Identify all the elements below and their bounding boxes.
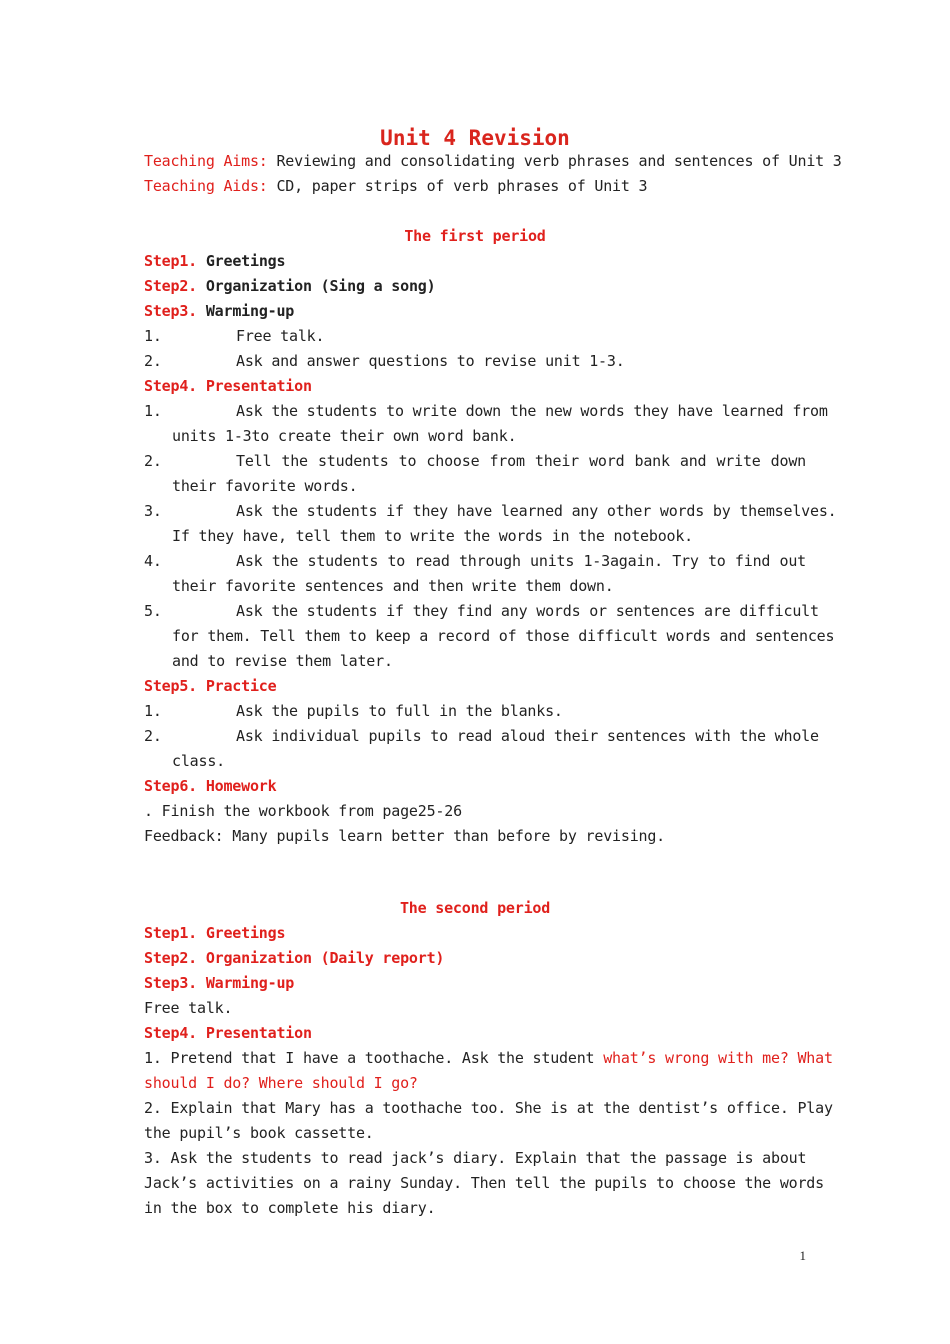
teaching-aids-text: CD, paper strips of verb phrases of Unit 3 [267, 177, 648, 195]
item-number: 2. [144, 727, 162, 745]
list-item [144, 549, 806, 574]
p1-step3 [144, 299, 806, 324]
p2-step1: Step1. Greetings [144, 924, 286, 942]
teaching-aids-line [144, 174, 806, 199]
item-number: 1. [144, 327, 162, 345]
p2-step2: Step2. Organization (Daily report) [144, 949, 445, 967]
p1-step3-text: Warming-up [197, 302, 295, 320]
item-number: 5. [144, 602, 162, 620]
feedback-text: Feedback: Many pupils learn better than before by revising. [144, 827, 666, 845]
list-item-continuation: If they have, tell them to write the words in the notebook. [172, 527, 694, 545]
paragraph-line: 2. Explain that Mary has a toothache too. She is at the dentist’s office. Play [144, 1099, 833, 1117]
period1-heading: The first period [404, 227, 546, 245]
teaching-aims-label: Teaching Aims: [144, 152, 268, 170]
highlighted-question: what’s wrong with me? What [603, 1049, 833, 1067]
item-number: 4. [144, 552, 162, 570]
p1-step1-text: Greetings [197, 252, 286, 270]
item-text: Ask individual pupils to read aloud their sentences with the whole [236, 727, 819, 745]
p2-step4: Step4. Presentation [144, 1024, 312, 1042]
list-item-continuation: their favorite words. [172, 477, 358, 495]
item-text: Ask the students if they have learned any other words by themselves. [236, 502, 837, 520]
p1-step3-label: Step3. [144, 302, 197, 320]
list-item [144, 699, 806, 724]
p1-step4: Step4. Presentation [144, 377, 312, 395]
paragraph-line: in the box to complete his diary. [144, 1199, 436, 1217]
item-text: Free talk. [236, 327, 325, 345]
list-item [144, 449, 806, 474]
teaching-aims-text: Reviewing and consolidating verb phrases and sentences of Unit 3 [267, 152, 842, 170]
list-item [144, 324, 806, 349]
p1-step5: Step5. Practice [144, 677, 277, 695]
item-number: 2. [144, 352, 162, 370]
p1-step1-label: Step1. [144, 252, 197, 270]
period2-heading: The second period [399, 899, 551, 917]
list-item [144, 349, 806, 374]
paragraph-line: Jack’s activities on a rainy Sunday. Then tell the pupils to choose the words [144, 1174, 824, 1192]
paragraph-line: the pupil’s book cassette. [144, 1124, 374, 1142]
item-number: 1. [144, 702, 162, 720]
item-text: Ask the pupils to full in the blanks. [236, 702, 563, 720]
homework-text: . Finish the workbook from page25-26 [144, 802, 462, 820]
paragraph-text: 1. Pretend that I have a toothache. Ask the student [144, 1049, 604, 1067]
p2-step3-text: Free talk. [144, 999, 233, 1017]
item-text: Ask the students to read through units 1-3again. Try to find out [236, 552, 806, 570]
item-text: Ask the students if they find any words or sentences are difficult [236, 602, 819, 620]
p1-step2 [144, 274, 806, 299]
p2-step3: Step3. Warming-up [144, 974, 295, 992]
item-text: Tell the students to choose from their word bank and write down [236, 452, 806, 470]
p1-step1 [144, 249, 806, 274]
item-text: Ask the students to write down the new words they have learned from [236, 402, 828, 420]
item-number: 3. [144, 502, 162, 520]
document-title: Unit 4 Revision [380, 126, 570, 150]
list-item [144, 499, 837, 524]
list-item-continuation: their favorite sentences and then write them down. [172, 577, 614, 595]
paragraph-line: 3. Ask the students to read jack’s diary. Explain that the passage is about [144, 1149, 807, 1167]
p1-step2-label: Step2. [144, 277, 197, 295]
teaching-aims-line [144, 149, 842, 174]
item-number: 2. [144, 452, 162, 470]
p1-step6: Step6. Homework [144, 777, 277, 795]
item-number: 1. [144, 402, 162, 420]
list-item [144, 724, 819, 749]
list-item [144, 399, 828, 424]
list-item [144, 599, 819, 624]
page-number: 1 [799, 1248, 806, 1263]
highlighted-question: should I do? Where should I go? [144, 1074, 418, 1092]
paragraph-line [144, 1046, 833, 1071]
list-item-continuation: for them. Tell them to keep a record of those difficult words and sentences [172, 627, 835, 645]
item-text: Ask and answer questions to revise unit 1-3. [236, 352, 625, 370]
list-item-continuation: class. [172, 752, 225, 770]
teaching-aids-label: Teaching Aids: [144, 177, 268, 195]
list-item-continuation: and to revise them later. [172, 652, 393, 670]
list-item-continuation: units 1-3to create their own word bank. [172, 427, 517, 445]
p1-step2-text: Organization (Sing a song) [197, 277, 436, 295]
